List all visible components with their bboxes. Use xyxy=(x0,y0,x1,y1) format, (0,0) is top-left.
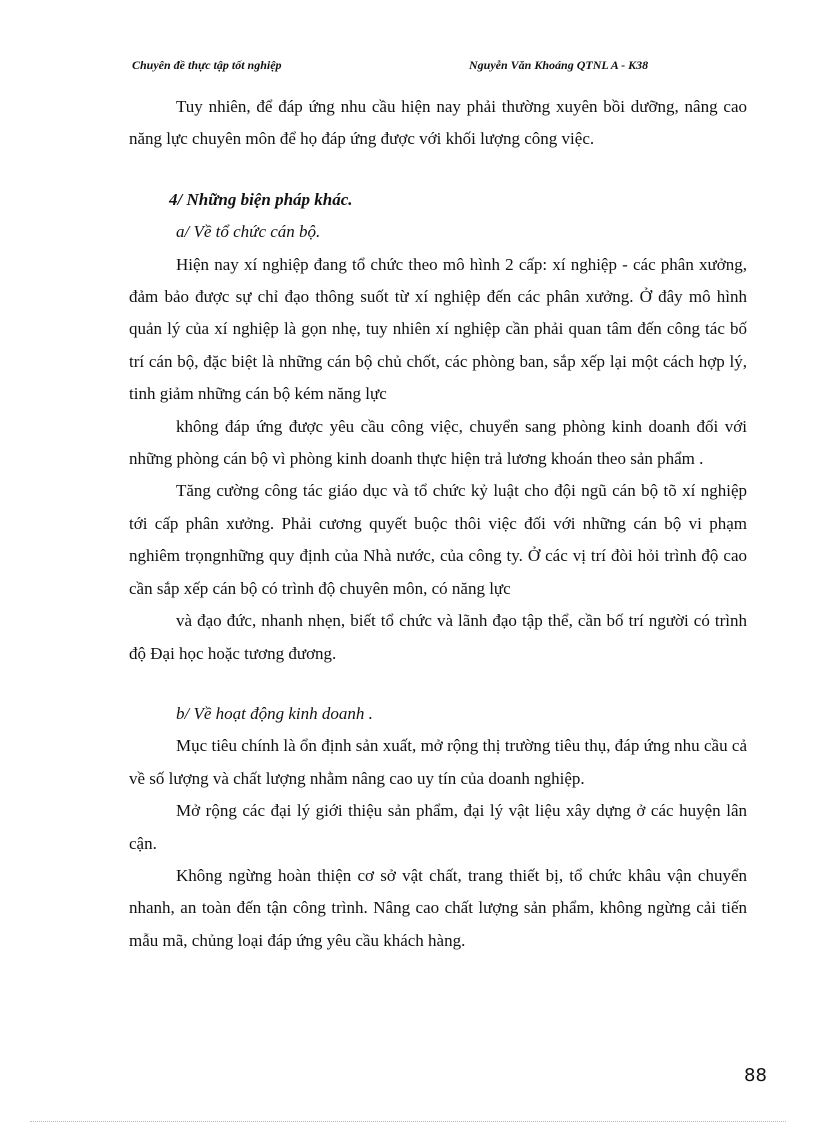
paragraph: không đáp ứng được yêu cầu công việc, chuyển sang phòng kinh doanh đối với những phòng cán bộ vì phòng kinh doanh thực hiện trả lương khoán theo sản phẩm . xyxy=(129,416,747,469)
paragraph: Tăng cường công tác giáo dục và tổ chức kỷ luật cho đội ngũ cán bộ tõ xí nghiệp tới cấp phân xưởng. Phải cương quyết buộc thôi việc đối với những cán bộ vi phạm nghiêm trọngnhững quy định của Nhà nước, của công ty. Ở các vị trí đòi hỏi trình độ cao cần sắp xếp cán bộ có trình độ chuyên môn, có năng lực xyxy=(129,481,747,598)
page-header xyxy=(132,58,692,82)
header-author: Nguyễn Văn Khoáng QTNL A - K38 xyxy=(469,58,649,72)
header-left-title: Chuyên đề thực tập tốt nghiệp xyxy=(132,58,282,72)
page-number: 88 xyxy=(744,1065,767,1086)
section-heading: 4/ Những biện pháp khác. xyxy=(169,189,353,209)
page-bottom-divider xyxy=(30,1121,786,1122)
paragraph: Mục tiêu chính là ổn định sản xuất, mở rộng thị trường tiêu thụ, đáp ứng nhu cầu cả về số lượng và chất lượng nhằm nâng cao uy tín của doanh nghiệp. xyxy=(129,736,747,788)
subsection-heading: a/ Về tổ chức cán bộ. xyxy=(176,222,321,242)
paragraph: và đạo đức, nhanh nhẹn, biết tổ chức và lãnh đạo tập thể, cần bố trí người có trình độ Đại học hoặc tương đương. xyxy=(129,611,747,663)
document-body xyxy=(129,91,747,957)
paragraph: Không ngừng hoàn thiện cơ sở vật chất, trang thiết bị, tổ chức khâu vận chuyển nhanh, an toàn đến tận công trình. Nâng cao chất lượng sản phẩm, không ngừng cải tiến mẫu mã, chủng loại đáp ứng yêu cầu khách hàng. xyxy=(129,865,747,950)
subsection-heading: b/ Về hoạt động kinh doanh . xyxy=(176,703,373,723)
paragraph: Tuy nhiên, để đáp ứng nhu cầu hiện nay phải thường xuyên bồi dưỡng, nâng cao năng lực chuyên môn để họ đáp ứng được với khối lượng công việc. xyxy=(129,97,747,149)
paragraph: Hiện nay xí nghiệp đang tổ chức theo mô hình 2 cấp: xí nghiệp - các phân xưởng, đảm bảo được sự chỉ đạo thông suốt từ xí nghiệp đến các phân xưởng. Ở đây mô hình quản lý của xí nghiệp là gọn nhẹ, tuy nhiên xí nghiệp cần phải quan tâm đến công tác bố trí cán bộ, đặc biệt là những cán bộ chủ chốt, các phòng ban, sắp xếp lại một cách hợp lý, tinh giảm những cán bộ kém năng lực xyxy=(129,254,747,404)
paragraph: Mở rộng các đại lý giới thiệu sản phẩm, đại lý vật liệu xây dựng ở các huyện lân cận. xyxy=(129,801,747,853)
